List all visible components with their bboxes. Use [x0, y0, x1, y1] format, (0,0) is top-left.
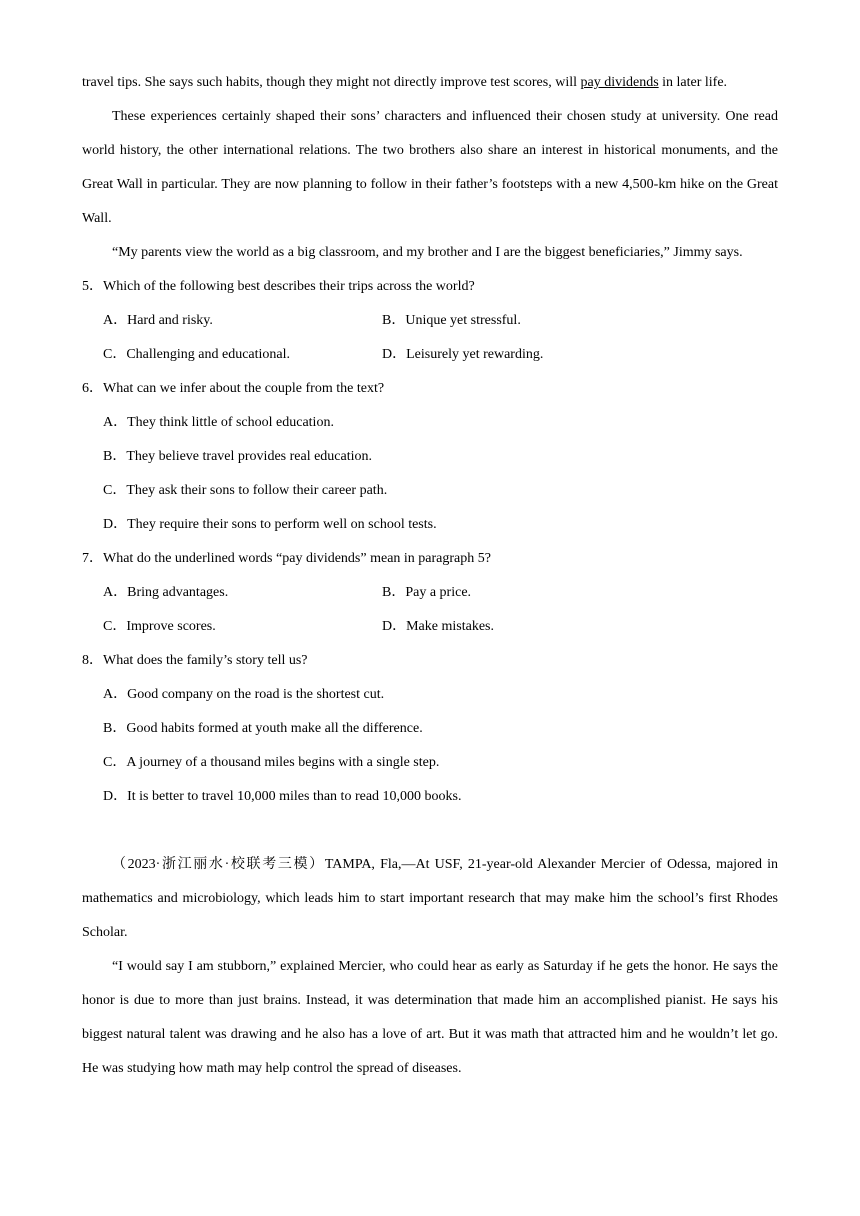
question-8-option-d: D．It is better to travel 10,000 miles than to read 10,000 books. — [103, 789, 462, 804]
paragraph-stubborn: “I would say I am stubborn,” explained Mercier, who could hear as early as Saturday if he gets the honor. He says the honor is due to more than just brains. Instead, it was determination that made him an accomplished pianist. He says his biggest natural talent was drawing and he also has a love of art. But it was math that attracted him and he wouldn’t let go. He was studying how math may help control the spread of diseases. — [82, 959, 778, 1076]
question-7-option-d: D．Make mistakes. — [382, 619, 494, 634]
text: in later life. — [658, 75, 728, 90]
question-5-stem: 5．Which of the following best describes their trips across the world? — [82, 279, 475, 294]
paragraph-quote: “My parents view the world as a big classroom, and my brother and I are the biggest beneficiaries,” Jimmy says. — [112, 245, 743, 260]
question-7-stem: 7．What do the underlined words “pay dividends” mean in paragraph 5? — [82, 551, 491, 566]
question-7-option-a: A．Bring advantages. — [103, 585, 229, 600]
question-6-option-c: C．They ask their sons to follow their career path. — [103, 483, 388, 498]
question-5-option-b: B．Unique yet stressful. — [382, 313, 521, 328]
question-6-option-a: A．They think little of school education. — [103, 415, 334, 430]
question-5-option-c: C．Challenging and educational. — [103, 347, 291, 362]
question-7-option-c: C．Improve scores. — [103, 619, 216, 634]
underlined-phrase: pay dividends — [580, 75, 659, 90]
question-5-option-d: D．Leisurely yet rewarding. — [382, 347, 544, 362]
question-5-options-row-1 — [82, 304, 778, 338]
paragraph-travel-tips — [82, 66, 778, 100]
section-gap — [82, 814, 778, 848]
paragraph-sons: These experiences certainly shaped their sons’ characters and influenced their chosen study at university. One read world history, the other international relations. The two brothers also share an interest in historical monuments, and the Great Wall in particular. They are now planning to follow in their father’s footsteps with a new 4,500-km hike on the Great Wall. — [82, 109, 778, 226]
question-6-stem: 6．What can we infer about the couple from the text? — [82, 381, 385, 396]
question-7-options-row-2 — [82, 610, 778, 644]
question-8-stem: 8．What does the family’s story tell us? — [82, 653, 308, 668]
question-8-option-a: A．Good company on the road is the shortest cut. — [103, 687, 385, 702]
question-6-option-b: B．They believe travel provides real education. — [103, 449, 373, 464]
question-8-option-b: B．Good habits formed at youth make all the difference. — [103, 721, 423, 736]
question-5-option-a: A．Hard and risky. — [103, 313, 213, 328]
question-5-options-row-2 — [82, 338, 778, 372]
question-7-option-b: B．Pay a price. — [382, 585, 472, 600]
document-content — [82, 66, 778, 1086]
text: travel tips. She says such habits, though they might not directly improve test scores, will — [82, 75, 581, 90]
question-6-option-d: D．They require their sons to perform well on school tests. — [103, 517, 437, 532]
paragraph-passage-intro: （2023·浙江丽水·校联考三模）TAMPA, Fla,—At USF, 21-year-old Alexander Mercier of Odessa, majored in mathematics and microbiology, which leads him to start important research that may make him the school’s first Rhodes Scholar. — [82, 857, 778, 940]
question-7-options-row-1 — [82, 576, 778, 610]
question-8-option-c: C．A journey of a thousand miles begins with a single step. — [103, 755, 440, 770]
